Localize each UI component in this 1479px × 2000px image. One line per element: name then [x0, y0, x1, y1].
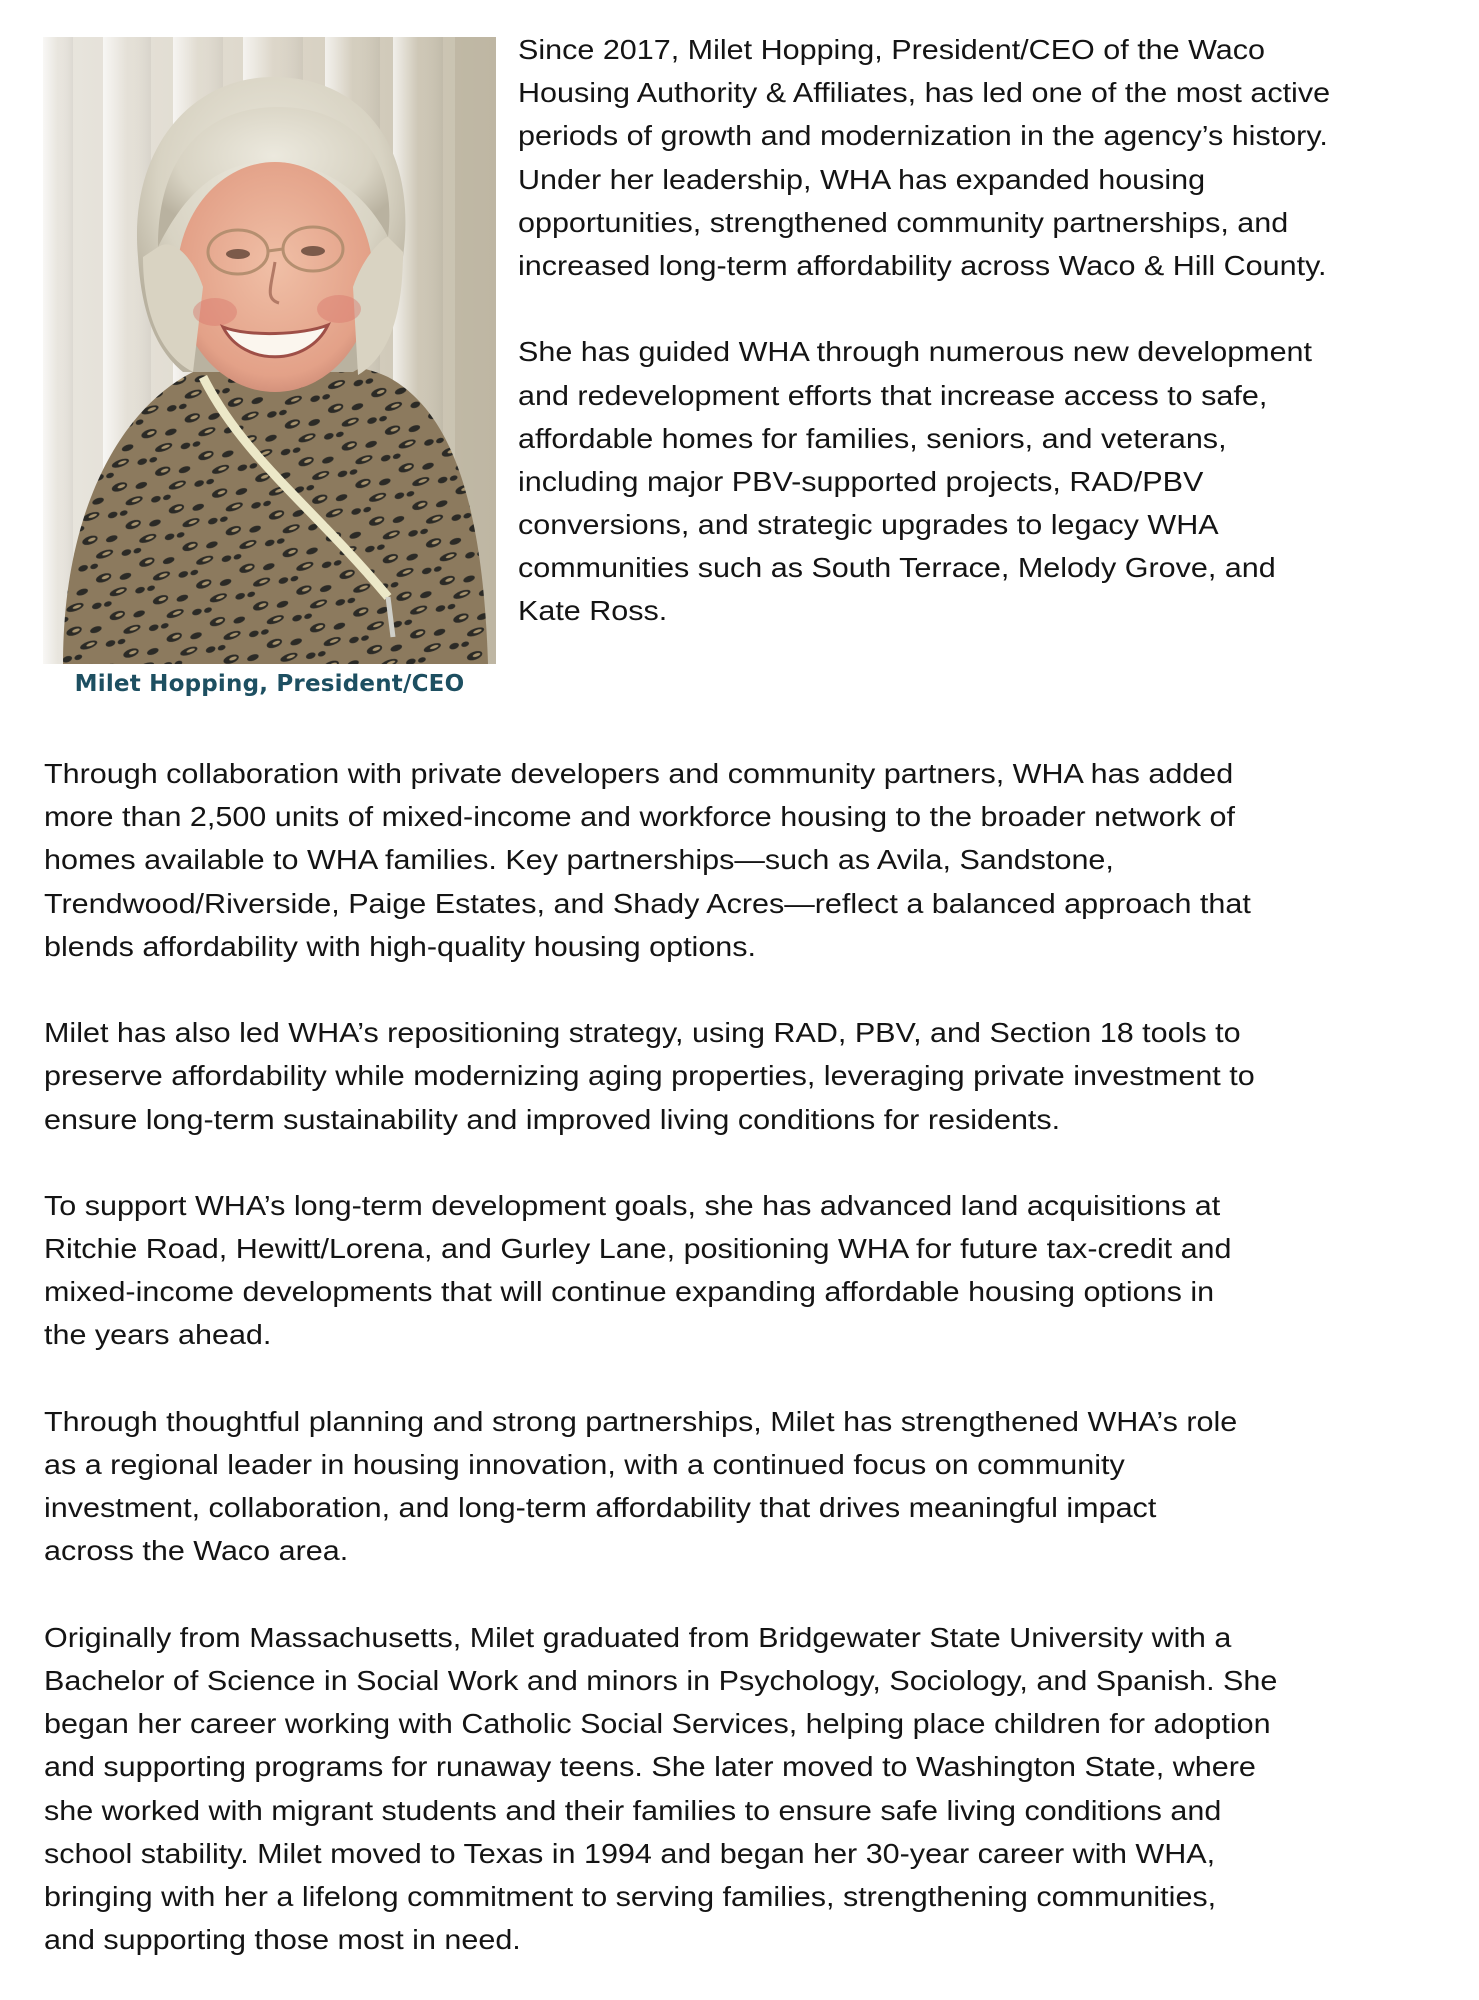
text-line: mixed-income developments that will continue expanding affordable housing options in: [44, 1276, 1215, 1308]
text-line: affordable homes for families, seniors, and veterans,: [518, 422, 1227, 454]
paragraph: [44, 752, 1277, 968]
paragraph: [44, 1011, 1277, 1141]
text-line: the years ahead.: [44, 1319, 272, 1351]
text-line: Milet has also led WHA’s repositioning strategy, using RAD, PBV, and Section 18 tools to: [44, 1017, 1241, 1049]
text-line: communities such as South Terrace, Melody Grove, and: [518, 552, 1276, 584]
text-line: Originally from Massachusetts, Milet graduated from Bridgewater State University with a: [44, 1621, 1232, 1653]
text-line: including major PBV-supported projects, RAD/PBV: [518, 465, 1204, 497]
paragraph: [44, 1616, 1277, 1962]
text-line: Under her leadership, WHA has expanded housing: [518, 163, 1206, 195]
intro-text: [518, 28, 1330, 633]
text-line: conversions, and strategic upgrades to legacy WHA: [518, 509, 1219, 541]
body-text: [44, 752, 1277, 1961]
text-line: across the Waco area.: [44, 1535, 349, 1567]
text-line: Trendwood/Riverside, Paige Estates, and Shady Acres—reflect a balanced approach that: [44, 887, 1251, 919]
text-line: periods of growth and modernization in the agency’s history.: [518, 120, 1328, 152]
text-line: Ritchie Road, Hewitt/Lorena, and Gurley Lane, positioning WHA for future tax-credit and: [44, 1233, 1232, 1265]
text-line: school stability. Milet moved to Texas in 1994 and began her 30-year career with WHA,: [44, 1837, 1216, 1869]
paragraph: [518, 330, 1330, 632]
text-line: increased long-term affordability across Waco & Hill County.: [518, 249, 1327, 281]
text-line: Through collaboration with private developers and community partners, WHA has added: [44, 758, 1234, 789]
text-line: she worked with migrant students and their families to ensure safe living conditions and: [44, 1794, 1222, 1826]
text-line: and supporting those most in need.: [44, 1924, 521, 1956]
paragraph: [44, 1400, 1277, 1573]
text-line: investment, collaboration, and long-term affordability that drives meaningful impact: [44, 1492, 1157, 1524]
photo-caption: Milet Hopping, President/CEO: [74, 671, 465, 697]
text-line: To support WHA’s long-term development goals, she has advanced land acquisitions at: [44, 1189, 1221, 1221]
text-line: ensure long-term sustainability and improved living conditions for residents.: [44, 1103, 1061, 1135]
text-line: and redevelopment efforts that increase access to safe,: [518, 379, 1268, 411]
paragraph: [44, 1184, 1277, 1357]
text-line: Since 2017, Milet Hopping, President/CEO of the Waco: [518, 34, 1266, 65]
portrait-image: [43, 37, 496, 664]
text-line: preserve affordability while modernizing aging properties, leveraging private investment to: [44, 1060, 1255, 1092]
text-line: She has guided WHA through numerous new development: [518, 336, 1313, 368]
text-line: as a regional leader in housing innovation, with a continued focus on community: [44, 1449, 1125, 1480]
text-line: bringing with her a lifelong commitment to serving families, strengthening communities,: [44, 1880, 1217, 1912]
text-line: opportunities, strengthened community partnerships, and: [518, 206, 1289, 238]
portrait-photo: [43, 37, 496, 664]
text-line: blends affordability with high-quality housing options.: [44, 930, 757, 962]
text-line: Through thoughtful planning and strong partnerships, Milet has strengthened WHA’s role: [44, 1405, 1238, 1437]
text-line: Bachelor of Science in Social Work and minors in Psychology, Sociology, and Spanish. She: [44, 1664, 1278, 1696]
paragraph: [518, 28, 1330, 287]
text-line: more than 2,500 units of mixed-income and workforce housing to the broader network of: [44, 801, 1235, 833]
text-line: began her career working with Catholic Social Services, helping place children for adoption: [44, 1708, 1271, 1740]
text-line: Kate Ross.: [518, 595, 668, 627]
text-line: and supporting programs for runaway teens. She later moved to Washington State, where: [44, 1751, 1256, 1783]
text-line: homes available to WHA families. Key partnerships—such as Avila, Sandstone,: [44, 844, 1114, 876]
text-line: Housing Authority & Affiliates, has led one of the most active: [518, 77, 1331, 109]
